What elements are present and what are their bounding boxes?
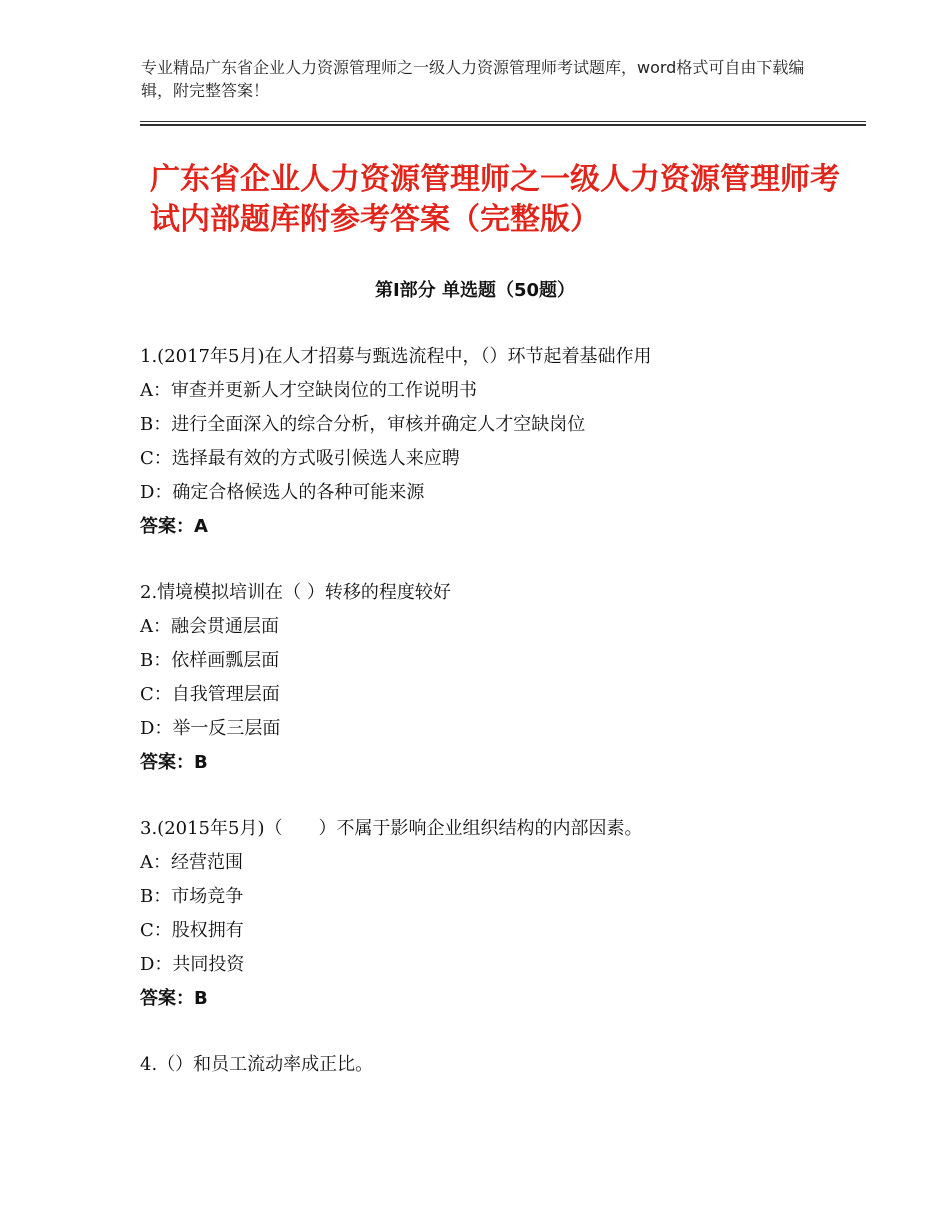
answer-label: 答案：A	[140, 516, 208, 537]
question-4	[140, 1048, 840, 1082]
question-stem: 2.情境模拟培训在（ ）转移的程度较好	[140, 582, 451, 603]
document-title: 广东省企业人力资源管理师之一级人力资源管理师考试内部题库附参考答案（完整版）	[150, 162, 840, 237]
option-a: A：审查并更新人才空缺岗位的工作说明书	[140, 380, 477, 401]
answer-label: 答案：B	[140, 752, 208, 773]
question-stem: 1.(2017年5月)在人才招募与甄选流程中，（）环节起着基础作用	[140, 346, 652, 367]
option-d: D：共同投资	[140, 954, 245, 975]
header-note: 专业精品广东省企业人力资源管理师之一级人力资源管理师考试题库，word格式可自由下载编辑，附完整答案！	[141, 58, 805, 100]
answer-label: 答案：B	[140, 988, 208, 1009]
question-list	[140, 340, 840, 1114]
option-a: A：融会贯通层面	[140, 616, 279, 637]
question-2	[140, 576, 840, 780]
question-stem: 4.（）和员工流动率成正比。	[140, 1054, 374, 1075]
question-3	[140, 812, 840, 1016]
option-d: D：举一反三层面	[140, 718, 281, 739]
option-a: A：经营范围	[140, 852, 243, 873]
header-divider-thick	[140, 124, 866, 126]
option-b: B：市场竞争	[140, 886, 244, 907]
option-b: B：进行全面深入的综合分析，审核并确定人才空缺岗位	[140, 414, 586, 435]
option-c: C：股权拥有	[140, 920, 244, 941]
option-c: C：自我管理层面	[140, 684, 280, 705]
header-divider-thin	[140, 121, 866, 122]
question-stem: 3.(2015年5月)（ ）不属于影响企业组织结构的内部因素。	[140, 818, 643, 839]
question-1	[140, 340, 840, 544]
option-d: D：确定合格候选人的各种可能来源	[140, 482, 425, 503]
option-c: C：选择最有效的方式吸引候选人来应聘	[140, 448, 460, 469]
section-heading: 第Ⅰ部分 单选题（50题）	[374, 280, 575, 301]
option-b: B：依样画瓢层面	[140, 650, 280, 671]
